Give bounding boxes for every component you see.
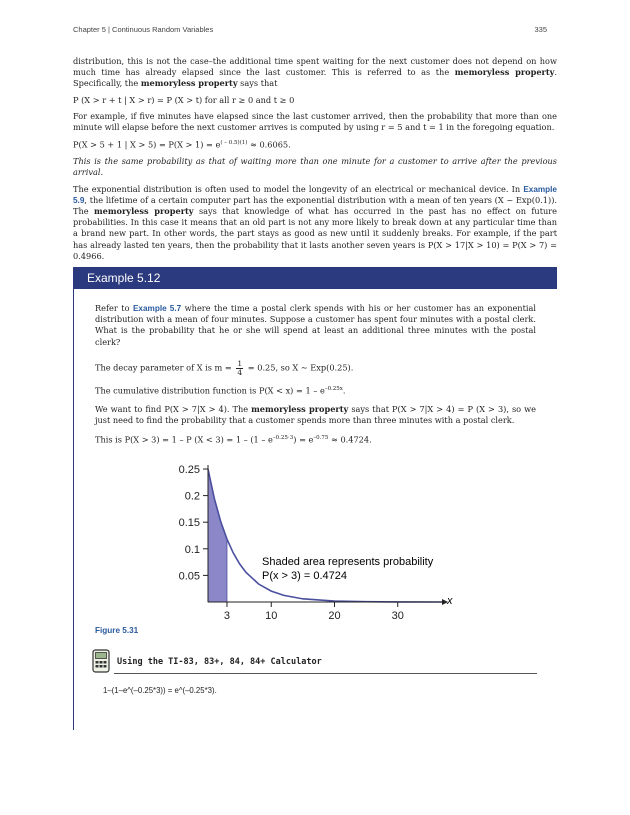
text-run: ≈ 0.6065. xyxy=(247,139,291,150)
paragraph-example: For example, if five minutes have elapsed since the last customer arrived, then the probability that more than one minute will elapse before the next customer arrives is computed by using r = 5 and t = 1 in the foregoing equation. xyxy=(73,110,557,133)
fraction-numerator: 1 xyxy=(237,358,243,368)
link-example-5-7[interactable]: Example 5.7 xyxy=(132,304,182,313)
text-run: The decay parameter of X is m = xyxy=(95,362,235,373)
equation-six-minutes xyxy=(73,138,557,151)
exponent: –0.25⋅3 xyxy=(272,435,294,442)
text-run: P(X > 5 + 1 | X > 5) = P(X > 1) = e xyxy=(73,139,221,150)
annotation-line-1: Shaded area represents probability xyxy=(262,556,434,568)
text-run: . Specifically, the xyxy=(73,67,557,89)
text-run: , the lifetime of a certain computer part has the exponential distribution with a mean of ten years (X ~ Exp(0.1)). The xyxy=(73,194,557,216)
equation-memoryless: P (X > r + t | X > r) = P (X > t) for all r ≥ 0 and t ≥ 0 xyxy=(73,94,295,105)
text-run: The cumulative distribution function is P(X < x) = 1 – e xyxy=(95,385,325,396)
exponent: ( – 0.5)(1) xyxy=(220,140,248,147)
calculator-rule xyxy=(114,673,537,674)
y-tick-label: 0.05 xyxy=(178,570,200,583)
exponent: –0.25x xyxy=(324,385,343,392)
text-run: says that xyxy=(237,78,278,89)
text-run: . xyxy=(342,385,346,396)
term-memoryless: memoryless property xyxy=(454,67,555,78)
x-tick-label: 20 xyxy=(328,610,341,622)
text-run: We want to find P(X > 7|X > 4). The xyxy=(95,403,252,414)
text-run: The exponential distribution is often used to model the longevity of an electrical or mechanical device. In xyxy=(73,183,524,194)
calculator-expression: 1–(1–e^(–0.25*3)) = e^(–0.25*3). xyxy=(103,686,217,695)
text-run: says that P(X > 7|X > 4) = P (X > 3), so we just need to find the probability that a customer spends more than three minutes with a postal clerk. xyxy=(95,403,536,425)
example-title-bar xyxy=(73,267,557,289)
term-memoryless: memoryless property xyxy=(94,205,194,216)
x-tick-label: 30 xyxy=(391,610,404,622)
text-run: This is P(X > 3) = 1 – P (X < 3) = 1 – (1 – e xyxy=(95,434,273,445)
example-left-rule xyxy=(73,289,74,730)
calculator-title: Using the TI-83, 83+, 84, 84+ Calculator xyxy=(117,657,322,667)
y-tick-label: 0.2 xyxy=(184,490,200,503)
link-example-5-9[interactable]: Example 5.9 xyxy=(73,184,557,205)
exponent: –0.75 xyxy=(313,435,329,442)
running-head xyxy=(73,25,547,34)
paragraph-same-probability: This is the same probability as that of waiting more than one minute for a customer to arrive after the previous arrival. xyxy=(73,156,557,178)
annotation-line-2: P(x > 3) = 0.4724 xyxy=(262,570,347,582)
term-memoryless: memoryless property xyxy=(140,78,238,89)
y-tick-label: 0.1 xyxy=(184,543,200,556)
fraction-denominator: 4 xyxy=(237,367,243,377)
example-want xyxy=(95,404,536,426)
body-text xyxy=(73,56,557,267)
figure-caption: Figure 5.31 xyxy=(95,626,139,635)
example-title: Example 5.12 xyxy=(87,271,161,285)
example-decay xyxy=(95,360,536,377)
fraction xyxy=(236,360,243,377)
x-tick-label: 10 xyxy=(265,610,278,622)
paragraph-longevity xyxy=(73,184,557,262)
calculator-icon xyxy=(92,649,110,673)
y-tick-label: 0.25 xyxy=(178,464,200,476)
chapter-title: Chapter 5 | Continuous Random Variables xyxy=(73,25,214,34)
example-intro xyxy=(95,303,536,348)
text-run: ) = e xyxy=(293,434,314,445)
term-memoryless: memoryless property xyxy=(251,403,349,414)
text-run: Refer to xyxy=(95,303,133,313)
x-axis-label: x xyxy=(447,595,453,607)
text-run: ≈ 0.4724. xyxy=(328,434,372,445)
calculator-heading xyxy=(92,649,537,675)
example-cdf xyxy=(95,384,536,397)
page-number: 335 xyxy=(534,25,547,34)
x-tick-label: 3 xyxy=(223,610,231,622)
exponential-pdf-chart xyxy=(160,455,460,625)
text-run: distribution, this is not the case–the additional time spent waiting for the next customer does not depend on how much time has already elapsed since the last customer. This is referred to as the xyxy=(73,56,557,78)
text-run: where the time a postal clerk spends with his or her customer has an exponential distribution with a mean of four minutes. Suppose a customer has spent four minutes with a postal clerk. What is the probability that he or she will spend at least an additional three minutes with the postal clerk? xyxy=(95,303,536,347)
y-tick-label: 0.15 xyxy=(178,517,200,530)
pdf-curve xyxy=(208,469,442,602)
shaded-probability-area xyxy=(208,469,227,602)
text-run: says that knowledge of what has occurred in the past has no effect on future probabilities. In this case it means that an old part is not any more likely to break down at any particular time than a brand new part. In other words, the part stays as good as new until it suddenly breaks. For example, if the part has already lasted ten years, then the probability that it lasts another seven years is P(X > 17|X > 10) = P(X > 7) = 0.4966. xyxy=(73,205,558,261)
example-calculation xyxy=(95,433,536,446)
text-run: = 0.25, so X ∼ Exp(0.25). xyxy=(245,362,354,373)
paragraph-memoryless-intro xyxy=(73,56,557,90)
example-body xyxy=(95,303,536,453)
